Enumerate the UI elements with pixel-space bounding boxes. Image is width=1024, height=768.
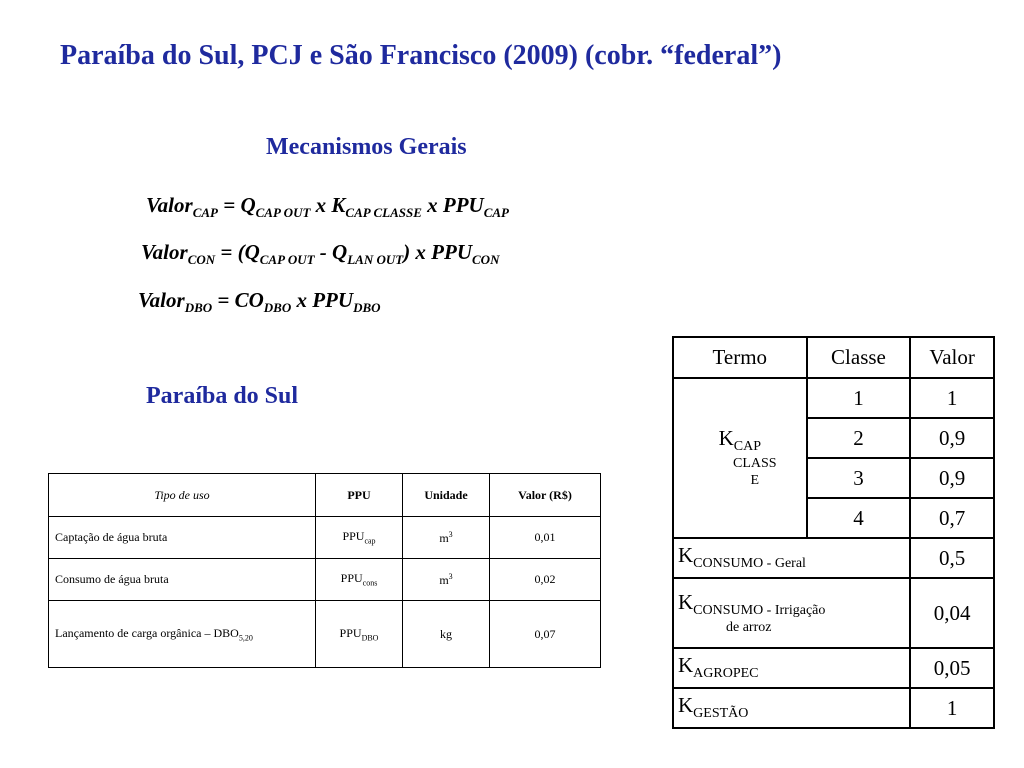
cell-valor: 0,02 [490,559,601,601]
cell-valor: 0,9 [910,418,994,458]
header-unidade: Unidade [403,474,490,517]
cell-unidade: $m^3$ [403,517,490,559]
header-valor: Valor (R$) [490,474,601,517]
slide-title: Paraíba do Sul, PCJ e São Francisco (2009) (cobr. “federal”) [60,40,782,71]
cell-k-gestao: $K_{GESTÃO}$ [673,688,910,728]
header-classe: Classe [807,337,911,378]
table-row [49,559,601,601]
section-subtitle: Mecanismos Gerais [266,134,467,160]
ppu-table [48,473,601,668]
cell-valor: 0,05 [910,648,994,688]
table-header-row [49,474,601,517]
table-row [673,578,994,648]
cell-k-consumo-irrigacao: $K_{CONSUMO - Irrigação}$ de arroz [673,578,910,648]
cell-classe: 2 [807,418,911,458]
cell-tipo: Captação de água bruta [49,517,316,559]
cell-ppu: $PPU_{DBO}$ [316,601,403,668]
cell-valor: 1 [910,688,994,728]
cell-classe: 1 [807,378,911,418]
cell-ppu: $PPU_{cons}$ [316,559,403,601]
formula-valor-con: Valor$_{CON}$ = $(Q_{CAP OUT} - Q_{LAN OUT})$ x $PPU_{CON}$ [141,240,500,268]
header-tipo-de-uso: Tipo de uso [49,474,316,517]
cell-valor: 0,7 [910,498,994,538]
cell-valor: 0,04 [910,578,994,648]
cell-k-consumo-geral: $K_{CONSUMO - Geral}$ [673,538,910,578]
table-row [49,517,601,559]
cell-unidade: $m^3$ [403,559,490,601]
table-row [49,601,601,668]
header-ppu: PPU [316,474,403,517]
coefficients-table [672,336,995,729]
table-row [673,378,994,418]
table-row [673,688,994,728]
cell-valor: 0,01 [490,517,601,559]
formula-valor-dbo: Valor$_{DBO}$ = $CO_{DBO}$ x $PPU_{DBO}$ [138,288,381,316]
table-row [673,538,994,578]
cell-unidade: kg [403,601,490,668]
cell-valor: 0,5 [910,538,994,578]
cell-tipo: Lançamento de carga orgânica – $DBO_{5,20}$ [49,601,316,668]
table-header-row [673,337,994,378]
cell-k-agropec: $K_{AGROPEC}$ [673,648,910,688]
cell-ppu: $PPU_{cap}$ [316,517,403,559]
header-termo: Termo [673,337,807,378]
formula-valor-cap: Valor$_{CAP}$ = $Q_{CAP OUT}$ x $K_{CAP CLASSE}$ x $PPU_{CAP}$ [146,193,510,221]
cell-valor: 1 [910,378,994,418]
table-row [673,648,994,688]
cell-kcap-classe: $K_{CAP}$ CLASS E [673,378,807,538]
cell-valor: 0,07 [490,601,601,668]
cell-classe: 3 [807,458,911,498]
cell-valor: 0,9 [910,458,994,498]
cell-tipo: Consumo de água bruta [49,559,316,601]
cell-classe: 4 [807,498,911,538]
header-valor: Valor [910,337,994,378]
paraiba-section-title: Paraíba do Sul [146,383,299,409]
